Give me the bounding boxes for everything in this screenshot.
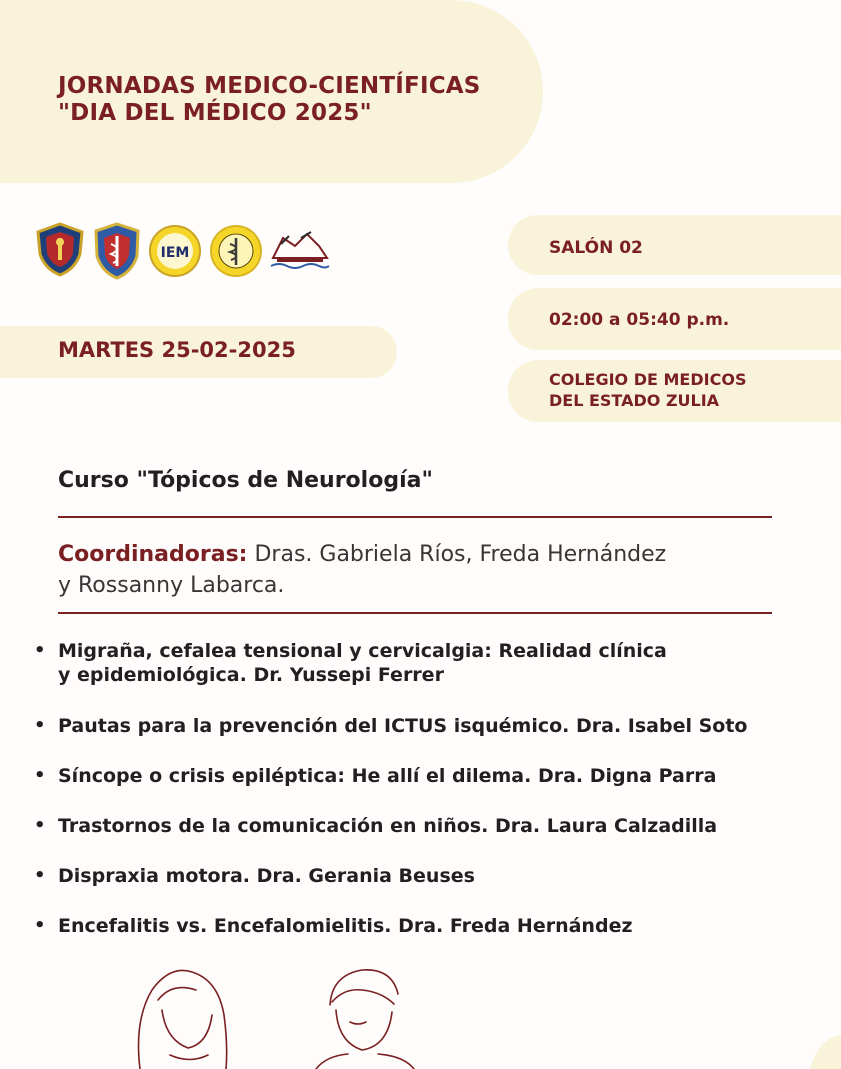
talk-title: Trastornos de la comunicación en niños. Dra. Laura Calzadilla	[58, 815, 718, 837]
talk-title: Dispraxia motora. Dra. Gerania Beuses	[58, 865, 475, 887]
talk-title-line2: y epidemiológica. Dr. Yussepi Ferrer	[58, 664, 444, 686]
venue-line2: DEL ESTADO ZULIA	[549, 391, 720, 410]
coordinators-names-2: y Rossanny Labarca.	[58, 573, 285, 598]
caduceus-logo-icon	[209, 224, 263, 278]
bullet-icon: •	[34, 715, 46, 736]
coordinators-names-1: Dras. Gabriela Ríos, Freda Hernández	[247, 542, 667, 567]
coordinators-label: Coordinadoras:	[58, 542, 248, 567]
event-title: JORNADAS MEDICO-CIENTÍFICAS	[58, 73, 481, 99]
bullet-icon: •	[34, 815, 46, 836]
iem-logo-icon	[148, 224, 202, 278]
doctors-illustration-icon	[100, 960, 460, 1069]
talk-title: Pautas para la prevención del ICTUS isquémico. Dra. Isabel Soto	[58, 715, 748, 737]
event-subtitle: "DIA DEL MÉDICO 2025"	[58, 100, 372, 126]
shield-logo-1-icon	[35, 222, 85, 277]
room-label: SALÓN 02	[549, 238, 643, 258]
talk-title: Encefalitis vs. Encefalomielitis. Dra. Freda Hernández	[58, 915, 633, 937]
iem-logo-text: IEM	[160, 245, 190, 261]
talk-title-line1: Migraña, cefalea tensional y cervicalgia: Realidad clínica	[58, 640, 667, 662]
bullet-icon: •	[34, 915, 46, 936]
shield-logo-2-icon	[93, 222, 141, 280]
corner-decoration-icon	[800, 1035, 841, 1069]
talk-title: Síncope o crisis epiléptica: He allí el dilema. Dra. Digna Parra	[58, 765, 717, 787]
time-label: 02:00 a 05:40 p.m.	[549, 310, 730, 330]
bullet-icon: •	[34, 640, 46, 661]
divider-top	[58, 516, 772, 518]
divider-bottom	[58, 612, 772, 614]
venue-line1: COLEGIO DE MEDICOS	[549, 370, 747, 389]
coordinators	[58, 539, 798, 601]
event-date: MARTES 25-02-2025	[58, 338, 296, 362]
bullet-icon: •	[34, 865, 46, 886]
bullet-icon: •	[34, 765, 46, 786]
building-logo-icon	[267, 228, 333, 272]
course-title: Curso "Tópicos de Neurología"	[58, 468, 433, 493]
